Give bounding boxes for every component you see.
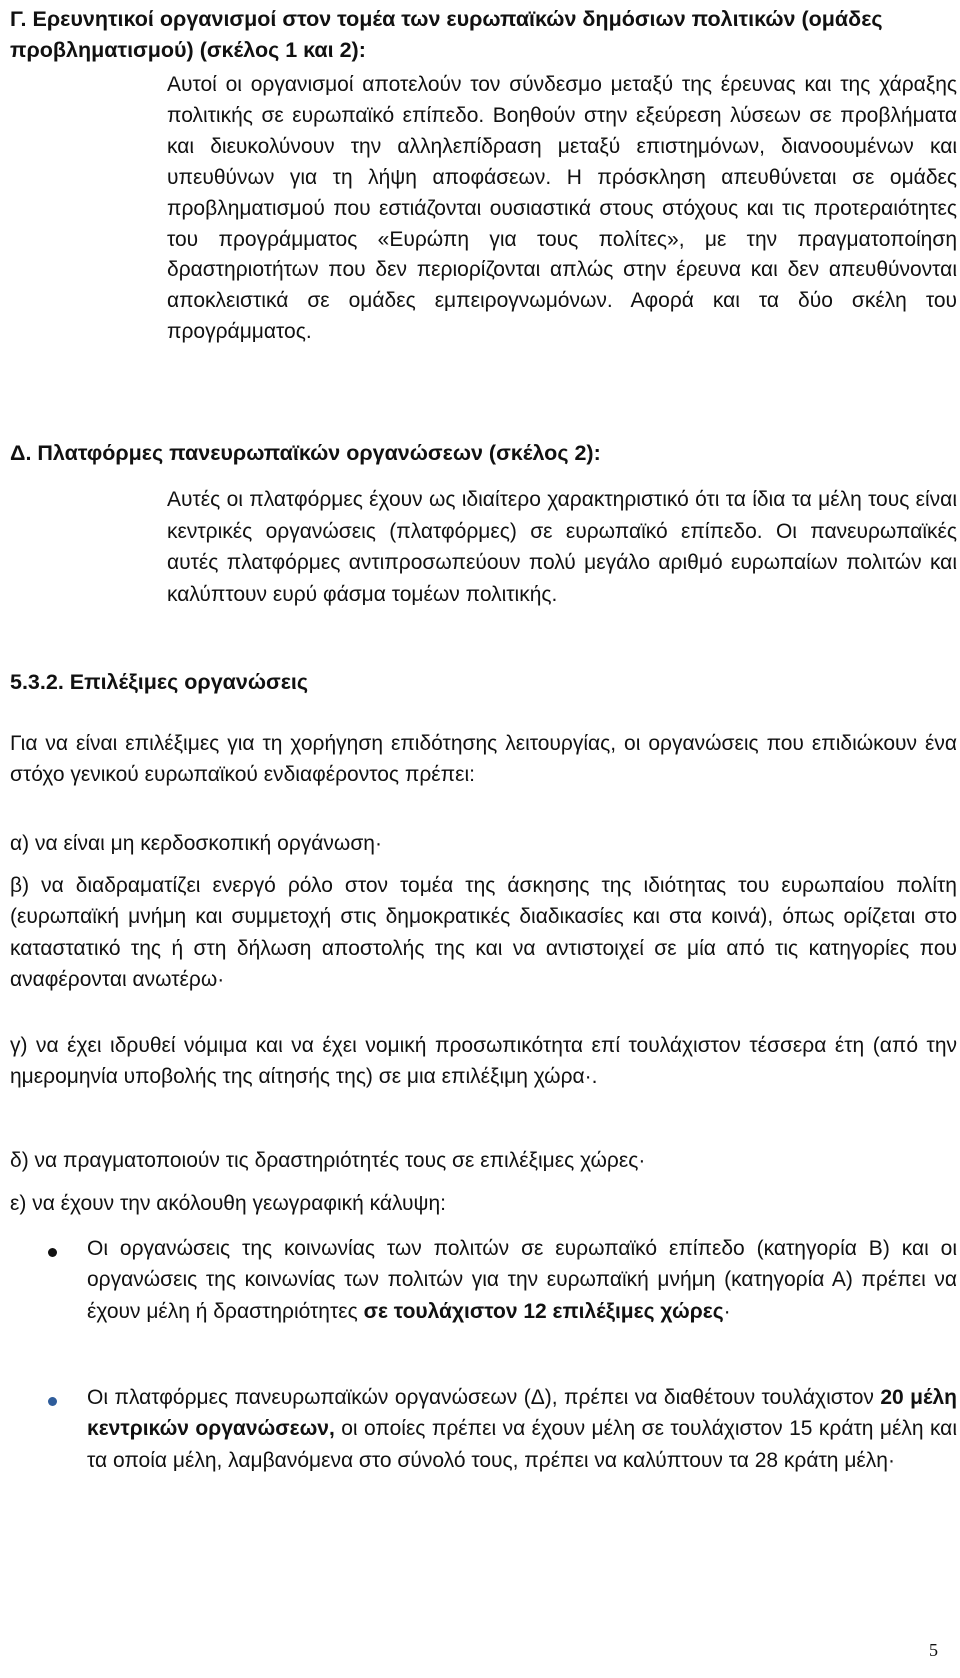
bullet-1-emphasis: σε τουλάχιστον 12 επιλέξιμες χώρες [363, 1299, 724, 1323]
bullet-2: Οι πλατφόρμες πανευρωπαϊκών οργανώσεων (Δ), πρέπει να διαθέτουν τουλάχιστον 20 μέλη κεντρικών οργανώσεων, οι οποίες πρέπει να έχουν μέλη σε τουλάχιστον 15 κράτη μέλη και τα οποία μέλη, λαμβανόμενα στο σύνολό τους, πρέπει να καλύπτουν τα 28 κράτη μέλη· [87, 1386, 957, 1472]
section-532-intro: Για να είναι επιλέξιμες για τη χορήγηση επιδότησης λειτουργίας, οι οργανώσεις που επιδιώκουν ένα στόχο γενικού ευρωπαϊκού ενδιαφέροντος πρέπει: [10, 732, 957, 787]
section-532-heading: 5.3.2. Επιλέξιμες οργανώσεις [10, 670, 309, 694]
bullet-dot-1 [48, 1248, 57, 1257]
bullet-2-emphasis: 20 μέλη κεντρικών οργανώσεων, [87, 1386, 957, 1441]
item-a: α) να είναι μη κερδοσκοπική οργάνωση· [10, 832, 382, 855]
section-d-heading: Δ. Πλατφόρμες πανευρωπαϊκών οργανώσεων (σκέλος 2): [10, 441, 601, 465]
item-b: β) να διαδραματίζει ενεργό ρόλο στον τομέα της άσκησης της ιδιότητας του ευρωπαίου πολίτη (ευρωπαϊκή μνήμη και συμμετοχή στις δημοκρατικές διαδικασίες και στα κοινά), όπως ορίζεται στο καταστατικό της ή στη δήλωση αποστολής της και να αντιστοιχεί σε μία από τις κατηγορίες που αναφέρονται ανωτέρω· [10, 874, 957, 991]
page-number: 5 [929, 1640, 938, 1660]
section-g-heading: Γ. Ερευνητικοί οργανισμοί στον τομέα των ευρωπαϊκών δημόσιων πολιτικών (ομάδες προβληματισμού) (σκέλος 1 και 2): [10, 7, 883, 62]
item-d: δ) να πραγματοποιούν τις δραστηριότητές τους σε επιλέξιμες χώρες· [10, 1149, 646, 1172]
item-c: γ) να έχει ιδρυθεί νόμιμα και να έχει νομική προσωπικότητα επί τουλάχιστον τέσσερα έτη (από την ημερομηνία υποβολής της αίτησής της) σε μια επιλέξιμη χώρα·. [10, 1034, 957, 1089]
bullet-1: Οι οργανώσεις της κοινωνίας των πολιτών σε ευρωπαϊκό επίπεδο (κατηγορία Β) και οι οργανώσεις της κοινωνίας των πολιτών για την ευρωπαϊκή μνήμη (κατηγορία Α) πρέπει να έχουν μέλη ή δραστηριότητες σε τουλάχιστον 12 επιλέξιμες χώρες· [87, 1237, 957, 1323]
section-g-text: Αυτοί οι οργανισμοί αποτελούν τον σύνδεσμο μεταξύ της έρευνας και της χάραξης πολιτικής σε ευρωπαϊκό επίπεδο. Βοηθούν στην εξεύρεση λύσεων σε προβλήματα και διευκολύνουν την αλληλεπίδραση μεταξύ επιστημόνων, διανοουμένων και υπευθύνων για τη λήψη αποφάσεων. Η πρόσκληση απευθύνεται σε ομάδες προβληματισμού που εστιάζονται ουσιαστικά στους στόχους και τις προτεραιότητες του προγράμματος «Ευρώπη για τους πολίτες», με την πραγματοποίηση δραστηριοτήτων που δεν περιορίζονται απλώς στην έρευνα και δεν απευθύνονται αποκλειστικά σε ομάδες εμπειρογνωμόνων. Αφορά και τα δύο σκέλη του προγράμματος. [167, 73, 957, 344]
section-d-text: Αυτές οι πλατφόρμες έχουν ως ιδιαίτερο χαρακτηριστικό ότι τα ίδια τα μέλη τους είναι κεντρικές οργανώσεις (πλατφόρμες) σε ευρωπαϊκό επίπεδο. Οι πανευρωπαϊκές αυτές πλατφόρμες αντιπροσωπεύουν πολύ μεγάλο αριθμό ευρωπαίων πολιτών και καλύπτουν ευρύ φάσμα τομέων πολιτικής. [167, 488, 957, 606]
item-e: ε) να έχουν την ακόλουθη γεωγραφική κάλυψη: [10, 1192, 446, 1215]
bullet-dot-2 [48, 1397, 57, 1406]
